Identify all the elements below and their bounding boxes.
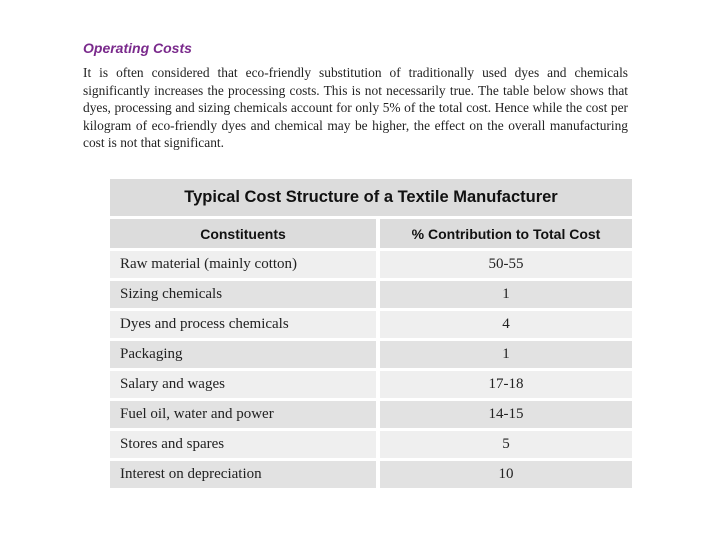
contribution-cell: 17-18 (376, 371, 632, 398)
constituent-cell: Interest on depreciation (110, 461, 376, 488)
constituent-cell: Raw material (mainly cotton) (110, 251, 376, 278)
constituent-cell: Dyes and process chemicals (110, 311, 376, 338)
table-title-row (110, 179, 632, 216)
table-row (110, 341, 632, 368)
section-heading: Operating Costs (83, 40, 192, 56)
table-title: Typical Cost Structure of a Textile Manufacturer (110, 179, 632, 216)
column-header-contribution: % Contribution to Total Cost (376, 219, 632, 248)
table-row (110, 311, 632, 338)
contribution-cell: 50-55 (376, 251, 632, 278)
constituent-cell: Fuel oil, water and power (110, 401, 376, 428)
contribution-cell: 10 (376, 461, 632, 488)
section-paragraph: It is often considered that eco-friendly substitution of traditionally used dyes and chemicals significantly increases the processing costs. This is not necessarily true. The table below shows that dyes, processing and sizing chemicals account for only 5% of the total cost. Hence while the cost per kilogram of eco-friendly dyes and chemical may be higher, the effect on the overall manufacturing cost is not that significant. (83, 65, 628, 151)
table-header-row (110, 219, 632, 248)
column-header-constituents: Constituents (110, 219, 376, 248)
constituent-cell: Packaging (110, 341, 376, 368)
cost-structure-table (110, 176, 632, 491)
table-row (110, 281, 632, 308)
contribution-cell: 4 (376, 311, 632, 338)
contribution-cell: 1 (376, 341, 632, 368)
table-row (110, 401, 632, 428)
table-row (110, 371, 632, 398)
table-row (110, 251, 632, 278)
constituent-cell: Salary and wages (110, 371, 376, 398)
table-row (110, 461, 632, 488)
table-row (110, 431, 632, 458)
contribution-cell: 14-15 (376, 401, 632, 428)
contribution-cell: 5 (376, 431, 632, 458)
constituent-cell: Stores and spares (110, 431, 376, 458)
contribution-cell: 1 (376, 281, 632, 308)
constituent-cell: Sizing chemicals (110, 281, 376, 308)
